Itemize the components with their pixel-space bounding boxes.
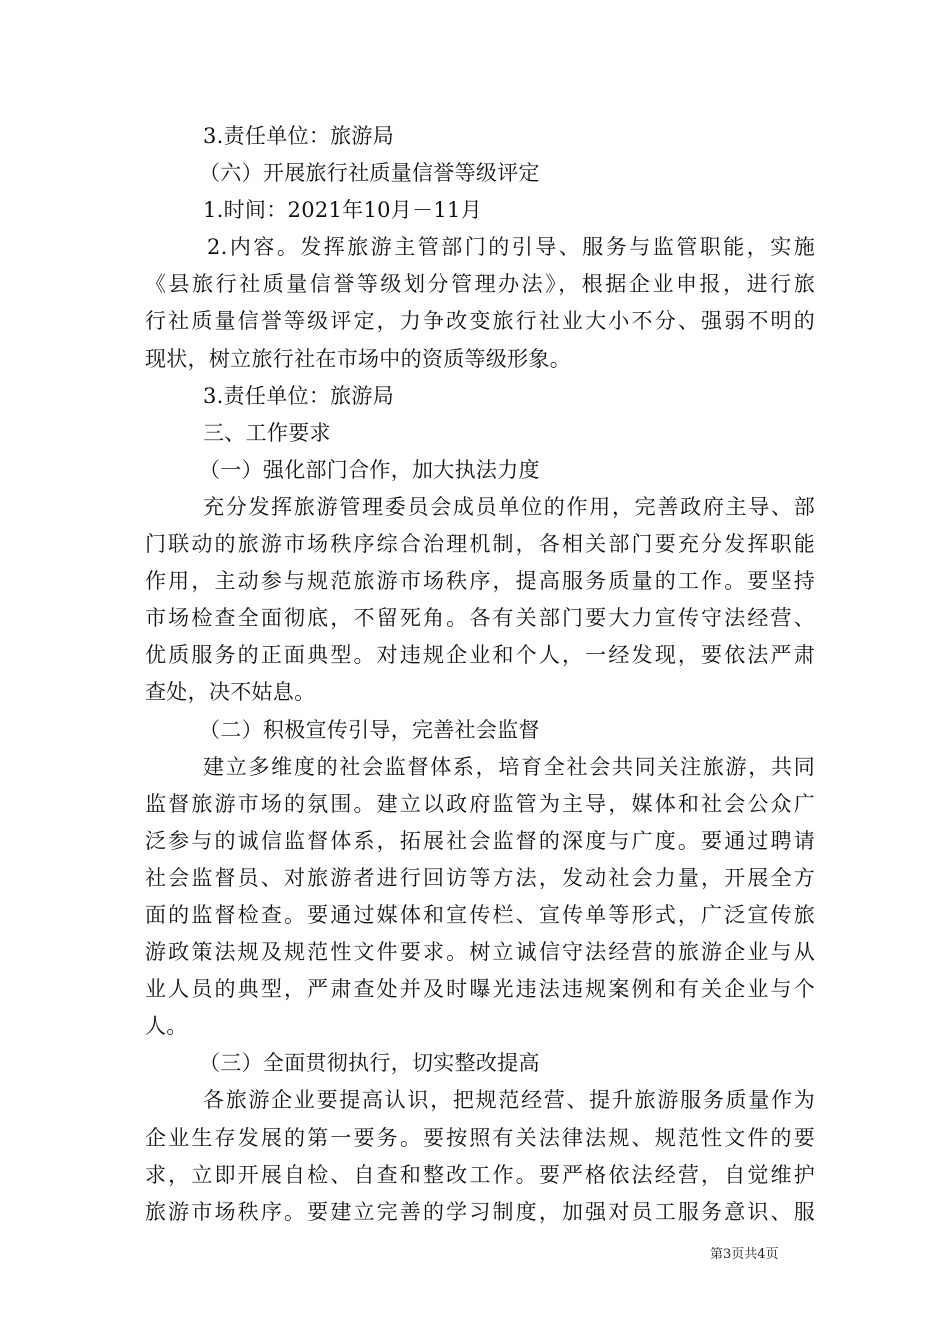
text-line: 《县旅行社质量信誉等级划分管理办法》，根据企业申报，进行旅 xyxy=(145,272,815,297)
text-line: 现状，树立旅行社在市场中的资质等级形象。 xyxy=(145,346,571,371)
text-line: 面的监督检查。要通过媒体和宣传栏、宣传单等形式，广泛宣传旅 xyxy=(145,902,815,927)
text-line: 各旅游企业要提高认识，把规范经营、提升旅游服务质量作为 xyxy=(203,1088,815,1113)
text-line: 3.责任单位：旅游局 xyxy=(203,124,395,148)
text-line: 企业生存发展的第一要务。要按照有关法律法规、规范性文件的要 xyxy=(145,1125,815,1150)
text-line: 门联动的旅游市场秩序综合治理机制，各相关部门要充分发挥职能 xyxy=(145,532,815,557)
text-line: 旅游市场秩序。要建立完善的学习制度，加强对员工服务意识、服 xyxy=(145,1199,815,1224)
text-line: 监督旅游市场的氛围。建立以政府监管为主导，媒体和社会公众广 xyxy=(145,791,815,816)
text-line: 建立多维度的社会监督体系，培育全社会共同关注旅游，共同 xyxy=(203,754,815,779)
text-line: （六）开展旅行社质量信誉等级评定 xyxy=(199,161,540,186)
text-line: 三、工作要求 xyxy=(203,420,331,445)
text-line: 1.时间：2021年10月－11月 xyxy=(203,198,483,223)
text-line: 泛参与的诚信监督体系，拓展社会监督的深度与广度。要通过聘请 xyxy=(145,828,815,853)
text-line: 查处，决不姑息。 xyxy=(145,680,316,705)
text-line: （一）强化部门合作，加大执法力度 xyxy=(199,457,540,482)
text-line: （二）积极宣传引导，完善社会监督 xyxy=(199,717,540,742)
page-number: 第3页共4页 xyxy=(710,1247,779,1262)
text-line: 社会监督员、对旅游者进行回访等方法，发动社会力量，开展全方 xyxy=(145,865,815,890)
text-line: 充分发挥旅游管理委员会成员单位的作用，完善政府主导、部 xyxy=(203,494,815,519)
text-line: 市场检查全面彻底，不留死角。各有关部门要大力宣传守法经营、 xyxy=(145,606,815,631)
text-line: 作用，主动参与规范旅游市场秩序，提高服务质量的工作。要坚持 xyxy=(145,569,815,594)
text-line: 人。 xyxy=(145,1014,188,1039)
text-line: 优质服务的正面典型。对违规企业和个人，一经发现，要依法严肃 xyxy=(145,643,815,668)
document-body xyxy=(145,118,815,1231)
text-line: 2.内容。发挥旅游主管部门的引导、服务与监管职能，实施 xyxy=(207,235,815,260)
text-line: （三）全面贯彻执行，切实整改提高 xyxy=(199,1051,540,1076)
text-line: 3.责任单位：旅游局 xyxy=(203,383,395,408)
text-line: 求，立即开展自检、自查和整改工作。要严格依法经营，自觉维护 xyxy=(145,1162,815,1187)
text-line: 业人员的典型，严肃查处并及时曝光违法违规案例和有关企业与个 xyxy=(145,977,815,1002)
text-line: 游政策法规及规范性文件要求。树立诚信守法经营的旅游企业与从 xyxy=(145,940,815,965)
text-line: 行社质量信誉等级评定，力争改变旅行社业大小不分、强弱不明的 xyxy=(145,309,815,334)
